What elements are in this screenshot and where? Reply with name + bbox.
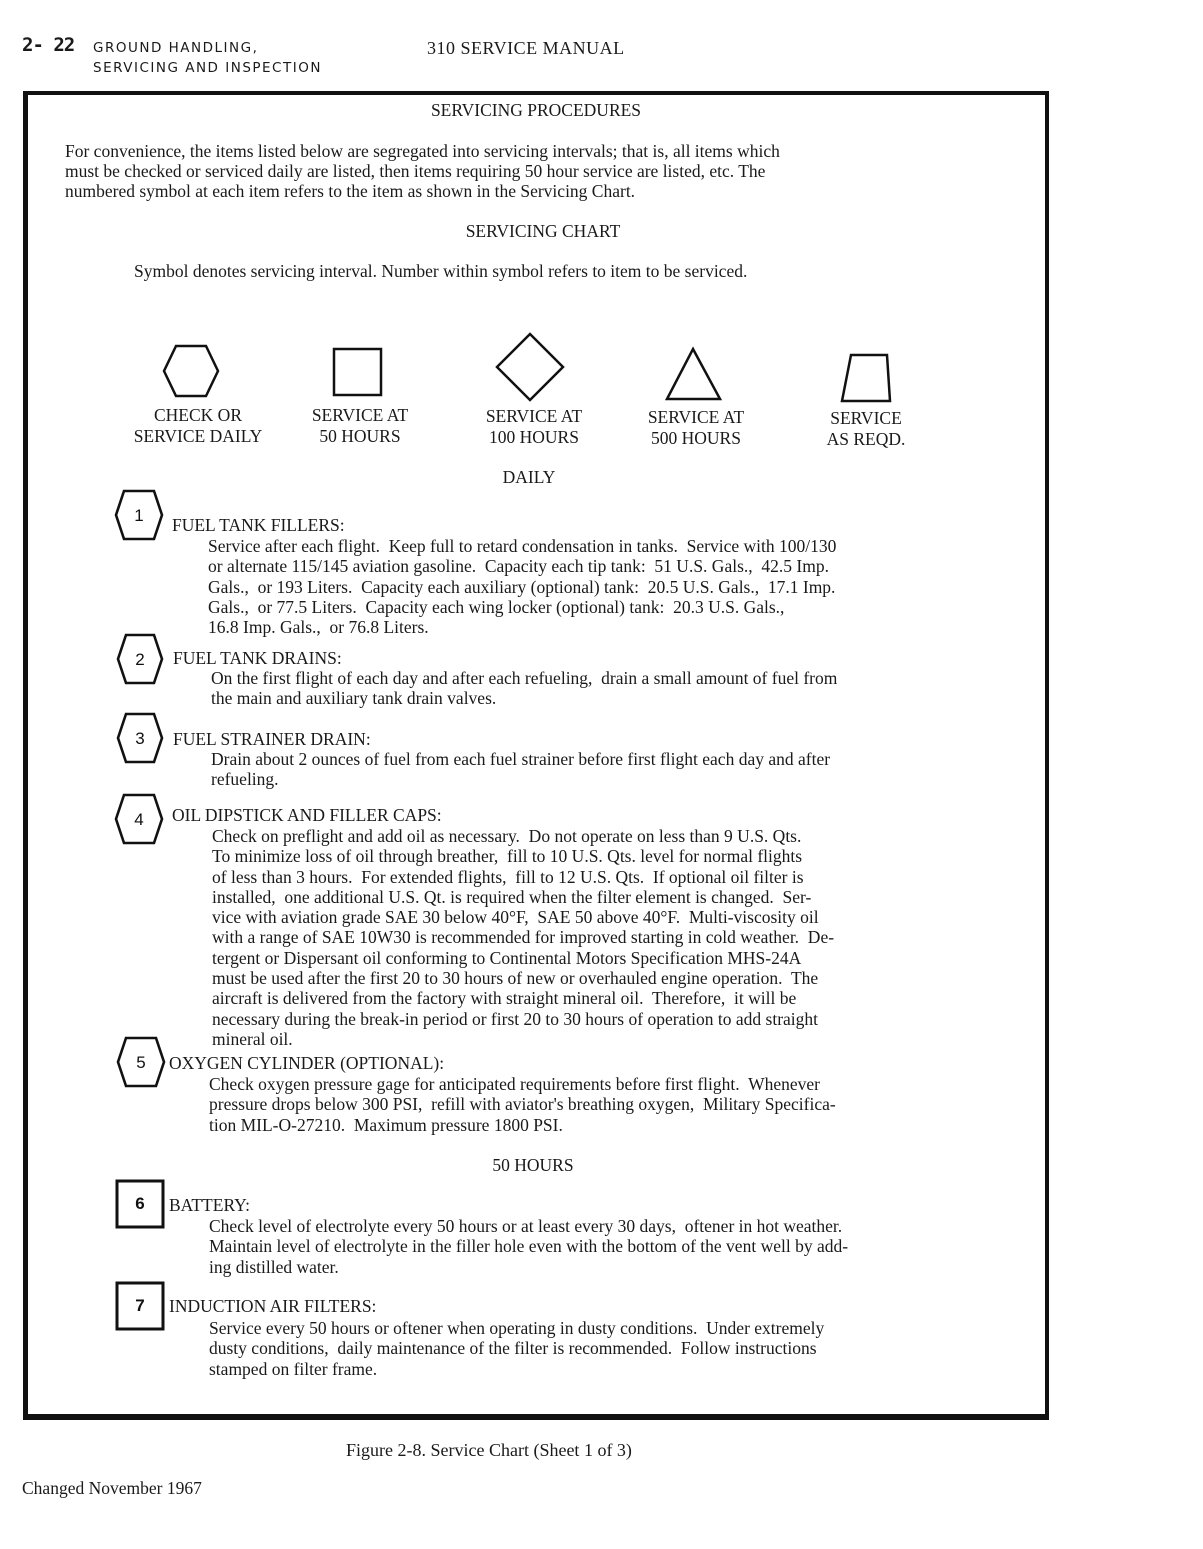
item-body-induction-air-filters: Service every 50 hours or oftener when operating in dusty conditions. Under extremely dusty conditions, daily maintenance of the filter is recommended. Follow instructions stamped on filter frame. — [209, 1318, 825, 1379]
item-title-oxygen-cylinder: OXYGEN CYLINDER (OPTIONAL): — [169, 1053, 445, 1073]
figure-caption: Figure 2-8. Service Chart (Sheet 1 of 3) — [346, 1440, 632, 1460]
item-number: 7 — [135, 1296, 145, 1315]
symbol-label-500-hours: SERVICE AT 500 HOURS — [647, 407, 745, 448]
item-number: 4 — [134, 810, 144, 829]
symbol-label-as-reqd: SERVICE AS REQD. — [826, 408, 906, 449]
symbol-label-50-hours: SERVICE AT 50 HOURS — [311, 405, 409, 446]
legend-note: Symbol denotes servicing interval. Number within symbol refers to item to be serviced. — [134, 261, 748, 281]
item-number: 6 — [135, 1194, 145, 1213]
diamond-icon — [494, 331, 566, 403]
item-body-battery: Check level of electrolyte every 50 hours or at least every 30 days, oftener in hot weather. Maintain level of electrolyte in the filler hole even with the bottom of the vent well by add- ing distilled water. — [209, 1216, 849, 1277]
hexagon-badge-icon — [114, 489, 164, 541]
manual-title: 310 SERVICE MANUAL — [427, 38, 625, 58]
square-badge-icon — [115, 1179, 165, 1229]
item-title-battery: BATTERY: — [169, 1195, 251, 1215]
section-title-line1: GROUND HANDLING, — [93, 40, 259, 56]
hexagon-badge-icon — [114, 793, 164, 845]
square-icon — [332, 347, 384, 399]
section-title-line2: SERVICING AND INSPECTION — [93, 60, 322, 76]
item-title-fuel-tank-drains: FUEL TANK DRAINS: — [173, 648, 342, 668]
item-title-induction-air-filters: INDUCTION AIR FILTERS: — [169, 1296, 377, 1316]
intro-line-1: For convenience, the items listed below are segregated into servicing intervals; that is, all items which — [65, 141, 780, 161]
item-number: 2 — [135, 650, 145, 669]
item-body-fuel-tank-fillers: Service after each flight. Keep full to retard condensation in tanks. Service with 100/130 or alternate 115/145 aviation gasoline. Capacity each tip tank: 51 U.S. Gals., 42.5 Imp. Gals., or 193 Liters. Capacity each auxiliary (optional) tank: 20.5 U.S. Gals., 17.1 Imp. Gals., or 77.5 Liters. Capacity each wing locker (optional) tank: 20.3 U.S. Gals., 16.8 Imp. Gals., or 76.8 Liters. — [208, 536, 837, 638]
fifty-hours-heading: 50 HOURS — [492, 1155, 574, 1175]
hexagon-icon — [162, 344, 220, 398]
item-title-fuel-tank-fillers: FUEL TANK FILLERS: — [172, 515, 345, 535]
hexagon-badge-icon — [116, 1036, 166, 1088]
section-title — [93, 38, 322, 78]
item-title-oil-dipstick: OIL DIPSTICK AND FILLER CAPS: — [172, 805, 442, 825]
item-body-fuel-tank-drains: On the first flight of each day and after each refueling, drain a small amount of fuel from the main and auxiliary tank drain valves. — [211, 668, 838, 709]
item-body-oxygen-cylinder: Check oxygen pressure gage for anticipated requirements before first flight. Whenever pressure drops below 300 PSI, refill with aviator's breathing oxygen, Military Specifica- tion MIL-O-27210. Maximum pressure 1800 PSI. — [209, 1074, 836, 1135]
item-number: 3 — [135, 729, 145, 748]
page-number: 2- 22 — [22, 34, 75, 56]
chart-title: SERVICING CHART — [465, 221, 621, 241]
square-badge-icon — [115, 1281, 165, 1331]
item-body-oil-dipstick: Check on preflight and add oil as necessary. Do not operate on less than 9 U.S. Qts. To minimize loss of oil through breather, fill to 10 U.S. Qts. level for normal flights of less than 3 hours. For extended flights, fill to 12 U.S. Qts. If optional oil filter is installed, one additional U.S. Qt. is required when the filter element is changed. Ser- vice with aviation grade SAE 30 below 40°F, SAE 50 above 40°F. Multi-viscosity oil with a range of SAE 10W30 is recommended for improved starting in cold weather. De- tergent or Dispersant oil conforming to Continental Motors Specification MHS-24A must be used after the first 20 to 30 hours of new or overhauled engine operation. The aircraft is delivered from the factory with straight mineral oil. Therefore, it will be necessary during the break-in period or first 20 to 30 hours of operation to add straight mineral oil. — [212, 826, 835, 1049]
item-body-fuel-strainer-drain: Drain about 2 ounces of fuel from each fuel strainer before first flight each day and after refueling. — [211, 749, 831, 790]
triangle-icon — [664, 346, 724, 402]
hexagon-badge-icon — [116, 633, 164, 685]
item-title-fuel-strainer-drain: FUEL STRAINER DRAIN: — [173, 729, 371, 749]
intro-line-2: must be checked or serviced daily are listed, then items requiring 50 hour service are listed, etc. The — [65, 161, 766, 181]
symbol-label-100-hours: SERVICE AT 100 HOURS — [485, 406, 583, 447]
changed-date: Changed November 1967 — [22, 1478, 202, 1498]
intro-line-3: numbered symbol at each item refers to the item as shown in the Servicing Chart. — [65, 181, 636, 201]
trapezoid-icon — [839, 352, 893, 404]
hexagon-badge-icon — [116, 712, 164, 764]
item-number: 1 — [134, 506, 144, 525]
item-number: 5 — [136, 1053, 146, 1072]
daily-heading: DAILY — [502, 467, 556, 487]
procedures-title: SERVICING PROCEDURES — [430, 100, 642, 120]
symbol-label-daily: CHECK OR SERVICE DAILY — [133, 405, 263, 446]
